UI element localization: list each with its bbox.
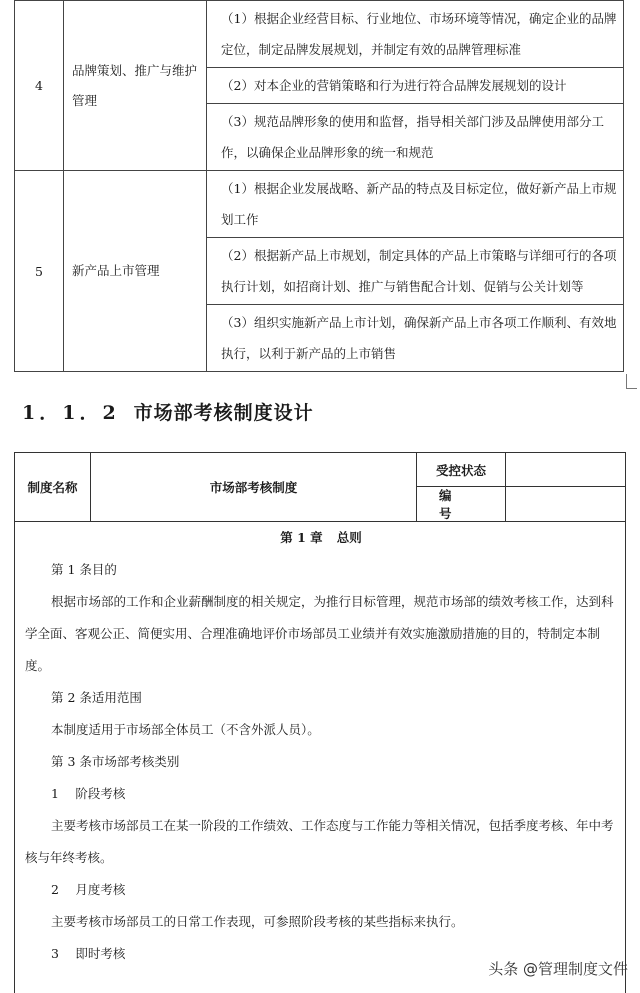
row-number: 5 [15, 171, 64, 372]
category-title: 3 即时考核 [51, 946, 126, 961]
responsibility-name-line: 品牌策划、推广与维护 [72, 62, 198, 78]
article-title: 第 1 条目的 [51, 562, 117, 577]
responsibility-name [64, 171, 207, 372]
document-number-label: 编号 [417, 487, 506, 521]
section-heading [22, 398, 314, 425]
article-title: 第 3 条市场部考核类别 [51, 754, 180, 769]
article-title: 第 2 条适用范围 [51, 690, 142, 705]
table-row [15, 1, 624, 68]
row-number: 4 [15, 1, 64, 171]
regulation-body [15, 522, 625, 970]
responsibility-item: （3）组织实施新产品上市计划，确保新产品上市各项工作顺利、有效地执行，以利于新产品的上市销售 [207, 305, 624, 372]
section-number: 1．1．2 [22, 402, 120, 424]
chapter-heading [25, 522, 617, 554]
responsibility-name [64, 1, 207, 171]
category-title: 1 阶段考核 [51, 786, 126, 801]
chapter-title: 总则 [336, 530, 362, 545]
category-body: 主要考核市场部员工在某一阶段的工作绩效、工作态度与工作能力等相关情况，包括季度考核、年中考核与年终考核。 [25, 818, 614, 865]
category-title: 2 月度考核 [51, 882, 126, 897]
control-status-value [506, 453, 625, 487]
category-body: 主要考核市场部员工的日常工作表现，可参照阶段考核的某些指标来执行。 [51, 914, 464, 929]
regulation-table [14, 452, 626, 993]
responsibility-item: （2）根据新产品上市规划，制定具体的产品上市策略与详细可行的各项执行计划，如招商计划、推广与销售配合计划、促销与公关计划等 [207, 238, 624, 305]
regulation-name-value: 市场部考核制度 [91, 453, 417, 521]
regulation-name-label: 制度名称 [15, 453, 91, 521]
responsibility-item: （1）根据企业发展战略、新产品的特点及目标定位，做好新产品上市规划工作 [207, 171, 624, 238]
section-title: 市场部考核制度设计 [133, 402, 314, 424]
page-corner-mark [626, 374, 637, 389]
regulation-header [15, 453, 625, 522]
table-row [15, 171, 624, 238]
article-body: 本制度适用于市场部全体员工（不含外派人员）。 [51, 722, 320, 737]
chapter-number: 第 1 章 [280, 530, 323, 545]
responsibility-item: （1）根据企业经营目标、行业地位、市场环境等情况，确定企业的品牌定位，制定品牌发展规划，并制定有效的品牌管理标准 [207, 1, 624, 68]
responsibility-name-line: 管理 [72, 92, 98, 108]
document-number-value [506, 487, 625, 521]
responsibility-item: （2）对本企业的营销策略和行为进行符合品牌发展规划的设计 [207, 68, 624, 104]
responsibility-item: （3）规范品牌形象的使用和监督，指导相关部门涉及品牌使用部分工作，以确保企业品牌形象的统一和规范 [207, 104, 624, 171]
responsibility-name-line: 新产品上市管理 [72, 263, 160, 278]
control-status-label: 受控状态 [417, 453, 506, 487]
responsibility-table [14, 0, 624, 372]
article-body: 根据市场部的工作和企业薪酬制度的相关规定，为推行目标管理，规范市场部的绩效考核工作，达到科学全面、客观公正、简便实用、合理准确地评价市场部员工业绩并有效实施激励措施的目的，特制定本制度。 [25, 594, 614, 673]
source-watermark: 头条 @管理制度文件 [488, 960, 628, 978]
